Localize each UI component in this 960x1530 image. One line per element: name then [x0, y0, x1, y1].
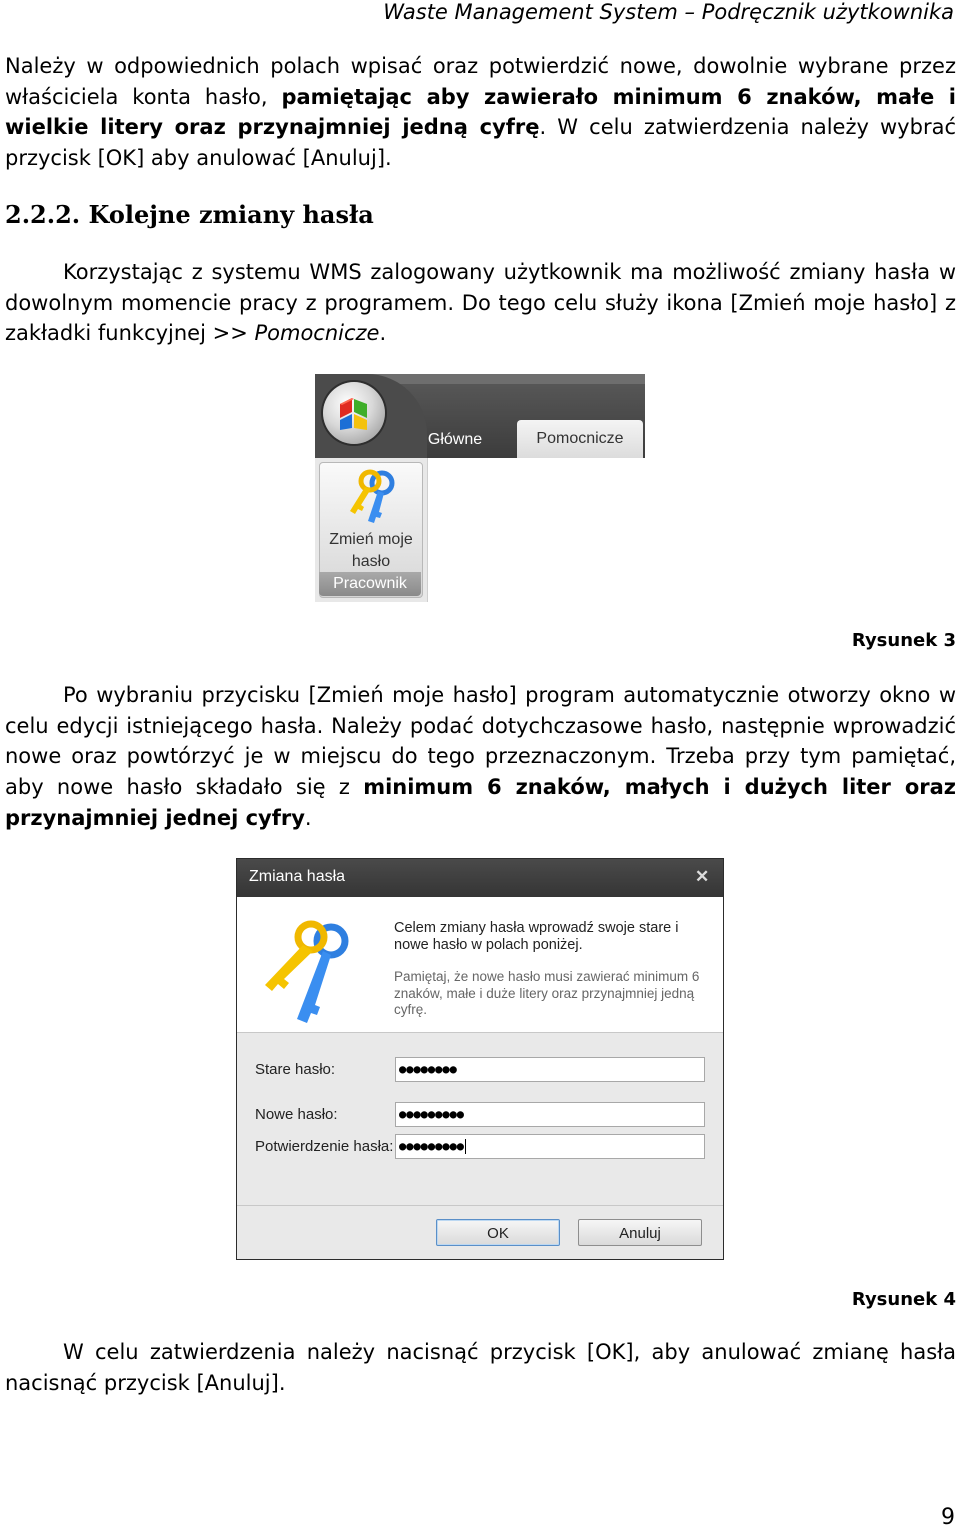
dialog-header-panel [237, 897, 723, 1033]
change-password-dialog [236, 858, 724, 1260]
tab-pomocnicze[interactable]: Pomocnicze [517, 420, 643, 458]
ribbon-group-pracownik [315, 458, 428, 602]
close-icon[interactable]: ✕ [695, 867, 710, 886]
keys-icon [342, 469, 402, 529]
running-header: Waste Management System – Podręcznik użytkownika [383, 0, 954, 24]
keys-icon [257, 919, 357, 1029]
password-rules-emphasis: pamiętając aby zawierało minimum 6 znaków, małe i wielkie litery oraz przynajmniej jedną cyfrę [5, 84, 956, 140]
dialog-hint-text: Pamiętaj, że nowe hasło musi zawierać minimum 6 znaków, małe i duże litery oraz przynajmniej jedną cyfrę. [394, 969, 700, 1017]
tab-glowne[interactable]: Główne [427, 431, 483, 448]
text-caret [465, 1139, 466, 1154]
password-rules-emphasis-2: minimum 6 znaków, małych i dużych liter oraz przynajmniej jednej cyfry [5, 775, 957, 830]
old-password-field[interactable]: ●●●●●●●● [395, 1057, 705, 1082]
new-password-label: Nowe hasło: [255, 1106, 338, 1123]
old-password-label: Stare hasło: [255, 1061, 336, 1078]
paragraph-confirm-instructions: W celu zatwierdzenia należy nacisnąć przycisk [OK], aby anulować zmianę hasła nacisnąć przycisk [Anuluj]. [5, 1340, 956, 1395]
dialog-body [237, 897, 723, 1259]
app-cubes-icon [323, 382, 385, 444]
dialog-intro-text: Celem zmiany hasła wprowadź swoje stare i nowe hasło w polach poniżej. [394, 920, 679, 953]
page-number: 9 [941, 1505, 955, 1530]
figure-caption-3: Rysunek 3 [851, 630, 956, 651]
new-password-field[interactable]: ●●●●●●●●● [395, 1102, 705, 1127]
confirm-password-field[interactable]: ●●●●●●●●● [395, 1134, 705, 1159]
dialog-separator [237, 1205, 723, 1206]
group-label-pracownik: Pracownik [319, 572, 421, 596]
dialog-titlebar[interactable] [237, 859, 723, 897]
cancel-button[interactable]: Anuluj [578, 1219, 702, 1246]
confirm-password-label: Potwierdzenie hasła: [255, 1138, 394, 1155]
section-heading: 2.2.2. Kolejne zmiany hasła [5, 200, 374, 229]
change-password-label: Zmień moje hasło [329, 531, 413, 570]
tab-name-emphasis: Pomocnicze [254, 321, 380, 346]
dialog-title: Zmiana hasła [249, 868, 346, 885]
ribbon-screenshot [315, 374, 645, 602]
paragraph-password-requirements: Należy w odpowiednich polach wpisać oraz potwierdzić nowe, dowolnie wybrane przez właściciela konta hasło, pamiętając aby zawierało minimum 6 znaków, małe i wielkie litery oraz przynajmniej jedną cyfrę. W celu zatwierdzenia należy wybrać przycisk [OK] aby anulować [Anuluj]. [5, 54, 956, 171]
paragraph-change-password-intro: Korzystając z systemu WMS zalogowany użytkownik ma możliwość zmiany hasła w dowolnym momencie pracy z programem. Do tego celu służy ikona [Zmień moje hasło] z zakładki funkcyjnej >> Pomocnicze. [5, 260, 956, 346]
figure-caption-4: Rysunek 4 [851, 1289, 956, 1310]
paragraph-dialog-description: Po wybraniu przycisku [Zmień moje hasło] program automatycznie otworzy okno w celu edycji istniejącego hasła. Należy podać dotychczasowe hasło, następnie wprowadzić nowe oraz powtórzyć je w miejscu do tego przeznaczonym. Trzeba przy tym pamiętać, aby nowe hasło składało się z minimum 6 znaków, małych i dużych liter oraz przynajmniej jednej cyfry. [5, 683, 957, 830]
application-orb-button[interactable] [323, 382, 385, 444]
ok-button[interactable]: OK [436, 1219, 560, 1246]
